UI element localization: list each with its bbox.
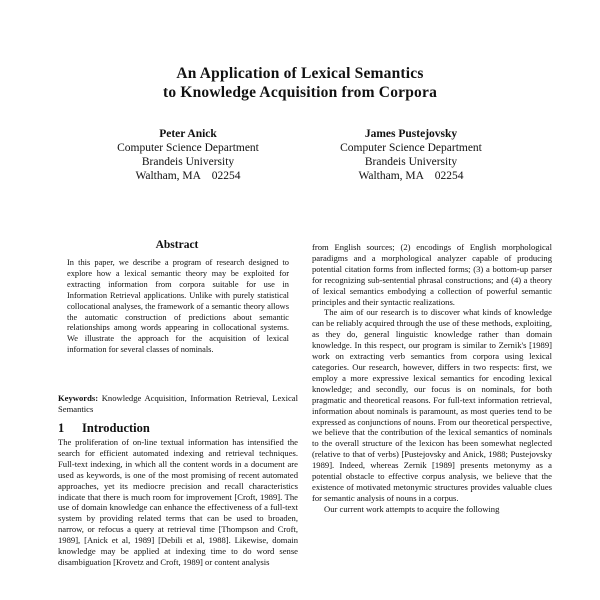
keywords-label: Keywords:	[58, 393, 99, 403]
abstract-text: In this paper, we describe a program of research designed to explore how a lexical semantic theory may be exploited for extracting information from corpora suitable for use in Information Retrieval applications. Unlike with purely statistical collocational analyses, the framework of a semantic theory allows the automatic construction of predictions about semantic relationships among words appearing in collocational systems. We illustrate the approach for the acquisition of lexical information for several classes of nominals.	[67, 258, 289, 355]
author-block-2	[296, 127, 526, 183]
keywords	[58, 393, 298, 415]
section-title: Introduction	[82, 421, 150, 435]
author-name: Peter Anick	[159, 128, 217, 140]
author-name: James Pustejovsky	[364, 128, 458, 140]
author-department: Computer Science Department	[340, 142, 482, 154]
section-number: 1	[58, 421, 65, 435]
right-column	[312, 242, 552, 515]
author-institution: Brandeis University	[364, 156, 458, 168]
title-line-2: to Knowledge Acquisition from Corpora	[162, 84, 438, 101]
author-institution: Brandeis University	[141, 156, 235, 168]
right-paragraph-2: The aim of our research is to discover what kinds of knowledge can be reliably acquired through the use of these methods, exploiting, as they do, general linguistic knowledge rather than domain knowledge. In this respect, our program is similar to Zernik's [1989] work on extracting verb semantics from corpora using lexical categories. Our research, however, differs in two respects: first, we employ a more expressive lexical semantics for encoding lexical knowledge; and secondly, our focus is on nominals, for both pragmatic and theoretical reasons. For full-text information retrieval, information about nominals is paramount, as most queries tend to be expressed as conjunctions of nouns. From our theoretical perspective, we believe that the contribution of the lexical semantics of nominals to the overall structure of the lexicon has been somewhat neglected (relative to that of verbs) [Pustejovsky and Anick, 1988; Pustejovsky 1989]. Indeed, whereas Zernik [1989] presents metonymy as a potential obstacle to effective corpus analysis, we believe that the existence of motivated metonymic structures provides valuable clues for semantic analysis of nouns in a corpus.	[312, 307, 552, 503]
right-paragraph-1: from English sources; (2) encodings of English morphological paradigms and a morphological analyzer capable of producing potential citation forms from inflected forms; (3) a bottom-up parser for recognizing sub-sentential phrasal constructions; and (4) a theory of lexical semantics embodying a collection of powerful semantic principles and their syntactic realizations.	[312, 242, 552, 307]
abstract-heading: Abstract	[155, 239, 199, 251]
title-line-1: An Application of Lexical Semantics	[176, 65, 424, 82]
author-address: Waltham, MA 02254	[358, 170, 464, 182]
section-heading-introduction	[58, 421, 298, 436]
paper-title	[0, 64, 600, 102]
keywords-text: Knowledge Acquisition, Information Retrieval, Lexical Semantics	[58, 393, 298, 414]
right-paragraph-3: Our current work attempts to acquire the following	[324, 503, 500, 514]
author-department: Computer Science Department	[117, 142, 259, 154]
introduction-text: The proliferation of on-line textual information has intensified the search for efficient automated indexing and retrieval techniques. Full-text indexing, in which all the content words in a document are used as keywords, is one of the most promising of recent automated approaches, yet its mediocre precision and recall characteristics indicate that there is much room for improvement [Croft, 1989]. The use of domain knowledge can enhance the effectiveness of a full-text system by providing related terms that can be used to broaden, narrow, or refocus a query at retrieval time [Thompson and Croft, 1989], [Anick et al, 1989] [Debili et al, 1988]. Likewise, domain knowledge may be applied at indexing time to do word sense disambiguation [Krovetz and Croft, 1989] or content analysis	[58, 437, 298, 567]
author-address: Waltham, MA 02254	[135, 170, 241, 182]
author-block-1	[73, 127, 303, 183]
